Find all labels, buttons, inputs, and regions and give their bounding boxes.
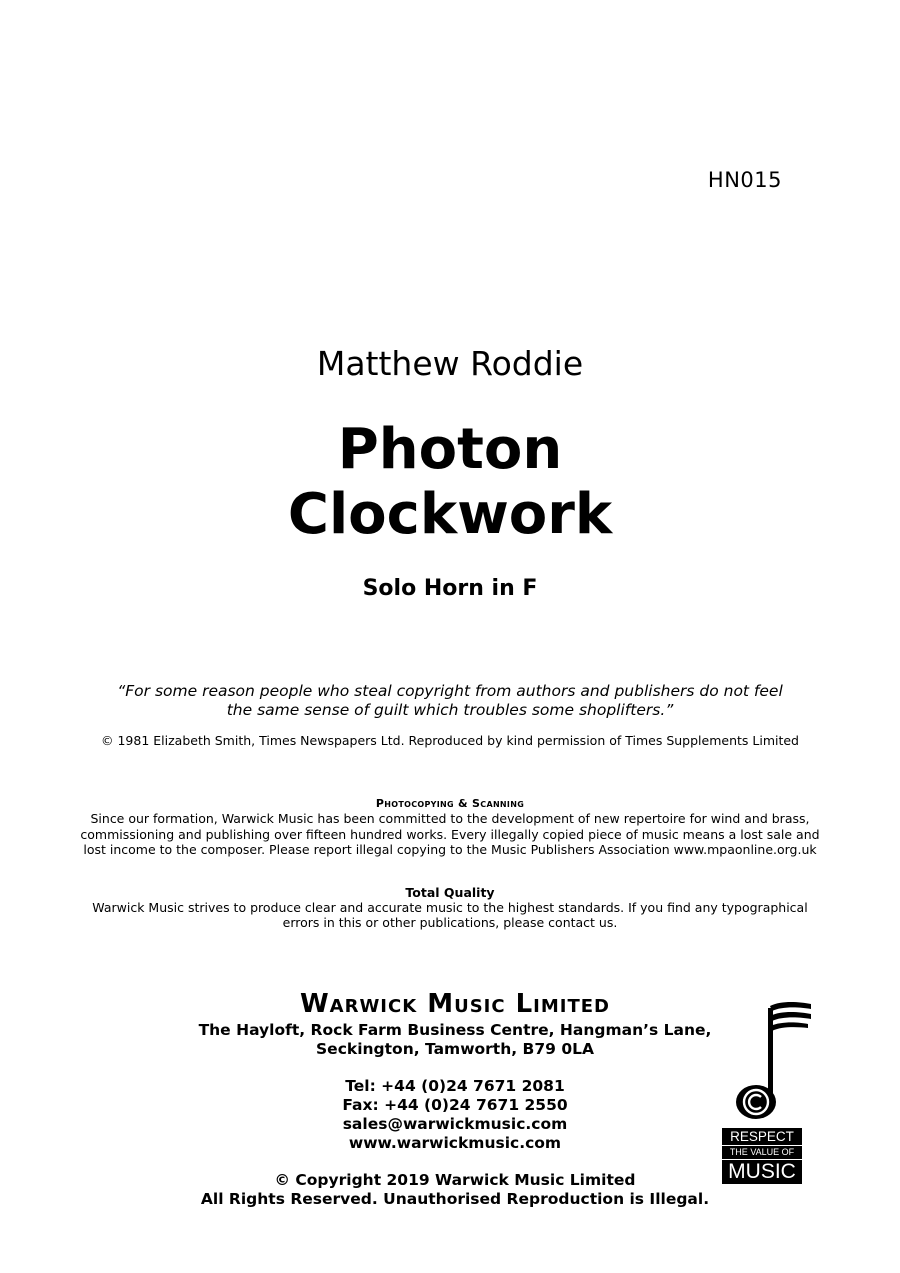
instrument-label: Solo Horn in F [362, 576, 538, 601]
photocopying-line-1: Since our formation, Warwick Music has been committed to the development of new repertoire for wind and brass, [90, 811, 810, 826]
logo-respect-text: RESPECT [722, 1128, 802, 1145]
total-quality-heading: Total Quality [405, 885, 495, 900]
composer-name: Matthew Roddie [316, 344, 584, 383]
logo-music-text: MUSIC [722, 1160, 802, 1184]
quote-credit: © 1981 Elizabeth Smith, Times Newspapers Ltd. Reproduced by kind permission of Times Supplements Limited [101, 733, 799, 748]
publisher-email: sales@warwickmusic.com [342, 1115, 568, 1133]
publisher-fax: Fax: +44 (0)24 7671 2550 [342, 1096, 568, 1114]
logo-value-of-text: THE VALUE OF [722, 1146, 802, 1159]
total-quality-line-1: Warwick Music strives to produce clear and accurate music to the highest standards. If you find any typographical [92, 900, 808, 915]
photocopying-line-2: commissioning and publishing over fifteen hundred works. Every illegally copied piece of music means a lost sale and [80, 826, 820, 842]
photocopying-heading: Photocopying & Scanning [375, 797, 525, 810]
total-quality-line-2: errors in this or other publications, please contact us. [282, 915, 618, 930]
quote-line-2: the same sense of guilt which troubles some shoplifters.” [226, 701, 674, 719]
music-note-copyright-icon [716, 998, 816, 1128]
publisher-tel: Tel: +44 (0)24 7671 2081 [345, 1077, 565, 1095]
photocopying-text [0, 811, 900, 858]
quote-line-1: “For some reason people who steal copyright from authors and publishers do not feel [117, 682, 783, 700]
respect-music-logo [716, 998, 816, 1190]
publisher-website: www.warwickmusic.com [348, 1134, 562, 1152]
publisher-copyright: © Copyright 2019 Warwick Music Limited [274, 1171, 636, 1189]
title-line-2: Clockwork [287, 482, 613, 547]
publisher-address-line-2: Seckington, Tamworth, B79 0LA [316, 1040, 594, 1058]
publisher-name: Warwick Music Limited [299, 989, 611, 1019]
photocopying-line-3: lost income to the composer. Please report illegal copying to the Music Publishers Association www.mpaonline.org.uk [83, 842, 817, 857]
total-quality-text [0, 900, 900, 930]
publisher-address-line-1: The Hayloft, Rock Farm Business Centre, Hangman’s Lane, [198, 1021, 712, 1039]
publisher-rights: All Rights Reserved. Unauthorised Reproduction is Illegal. [200, 1190, 710, 1208]
publisher-block [150, 987, 760, 1209]
copyright-quote [0, 682, 900, 720]
catalog-number: HN015 [707, 168, 782, 192]
title-line-1: Photon [337, 417, 563, 482]
